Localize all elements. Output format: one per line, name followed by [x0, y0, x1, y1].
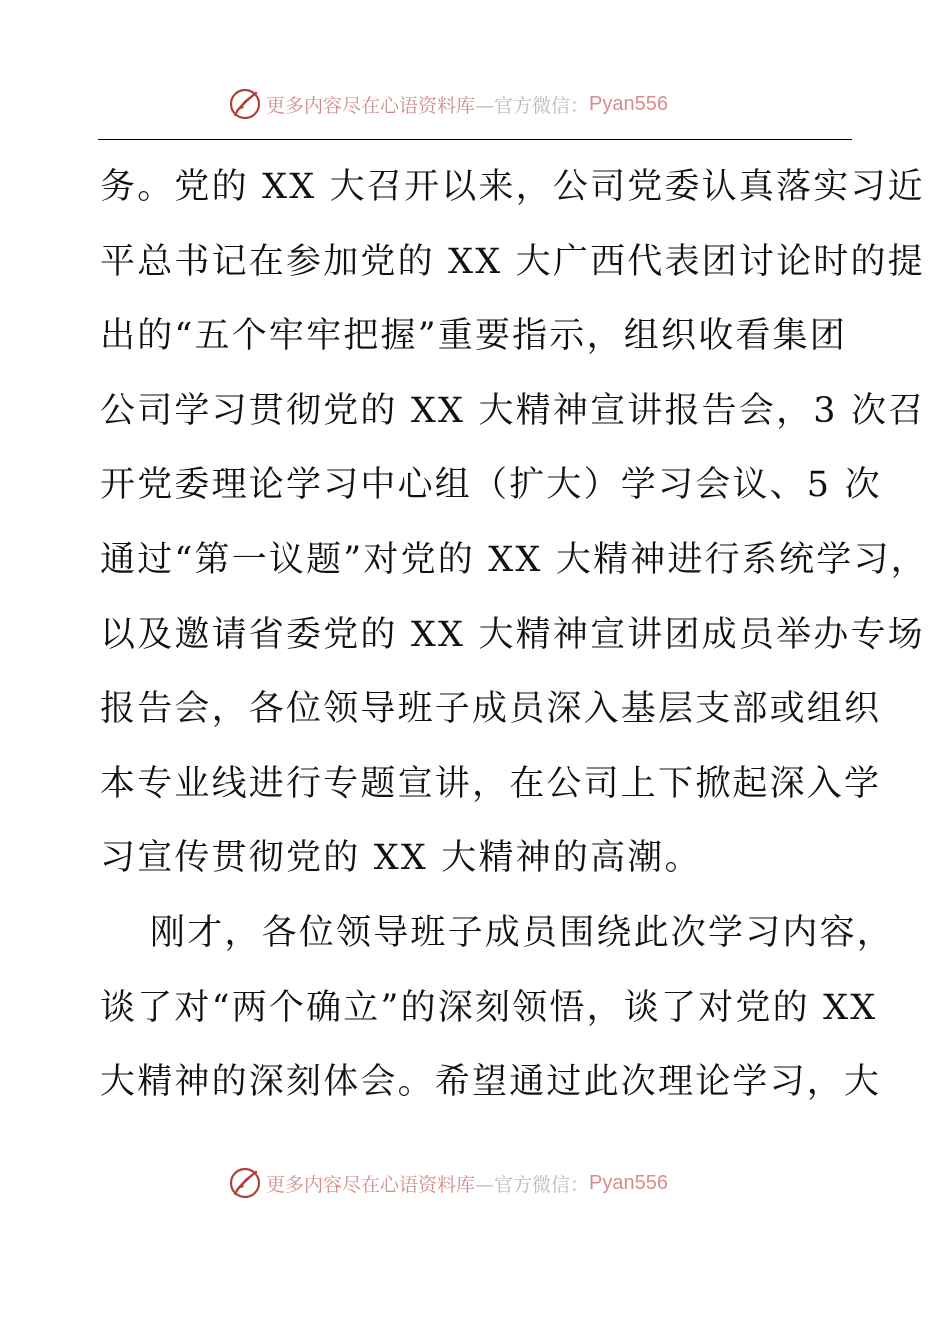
paragraph-line: 出的“五个牢牢把握”重要指示，组织收看集团	[100, 316, 847, 357]
watermark-wechat-id: Pyan556	[589, 92, 668, 115]
paragraph-line: 务。党的 XX 大召开以来，公司党委认真落实习近	[100, 167, 925, 207]
watermark-separator: —官方微信：	[475, 1173, 590, 1196]
watermark-text: 更多内容尽在心语资料库	[266, 94, 476, 117]
paragraph-line: 通过“第一议题”对党的 XX 大精神进行系统学习，	[100, 539, 928, 580]
watermark-wechat-id: Pyan556	[589, 1171, 668, 1194]
paragraph-line: 刚才，各位领导班子成员围绕此次学习内容，	[150, 912, 895, 953]
watermark-text: 更多内容尽在心语资料库	[266, 1173, 476, 1196]
document-body	[100, 150, 928, 1120]
header-watermark	[228, 84, 668, 124]
paragraph-line: 以及邀请省委党的 XX 大精神宣讲团成员举办专场	[100, 614, 925, 655]
paragraph-line: 开党委理论学习中心组（扩大）学习会议、5 次	[100, 465, 882, 506]
paragraph-line: 公司学习贯彻党的 XX 大精神宣讲报告会，3 次召	[100, 390, 926, 431]
quill-logo-icon	[228, 1166, 262, 1200]
footer-watermark	[228, 1163, 668, 1203]
paragraph-line: 谈了对“两个确立”的深刻领悟，谈了对党的 XX	[100, 987, 878, 1028]
paragraph-line: 本专业线进行专题宣讲，在公司上下掀起深入学	[100, 763, 882, 804]
paragraph-line: 报告会，各位领导班子成员深入基层支部或组织	[100, 689, 882, 730]
paragraph-line: 平总书记在参加党的 XX 大广西代表团讨论时的提	[100, 241, 925, 282]
quill-logo-icon	[228, 87, 262, 121]
header-divider	[98, 139, 852, 140]
paragraph-line: 习宣传贯彻党的 XX 大精神的高潮。	[100, 838, 702, 879]
paragraph-line: 大精神的深刻体会。希望通过此次理论学习，大	[100, 1062, 882, 1103]
watermark-separator: —官方微信：	[475, 94, 590, 117]
